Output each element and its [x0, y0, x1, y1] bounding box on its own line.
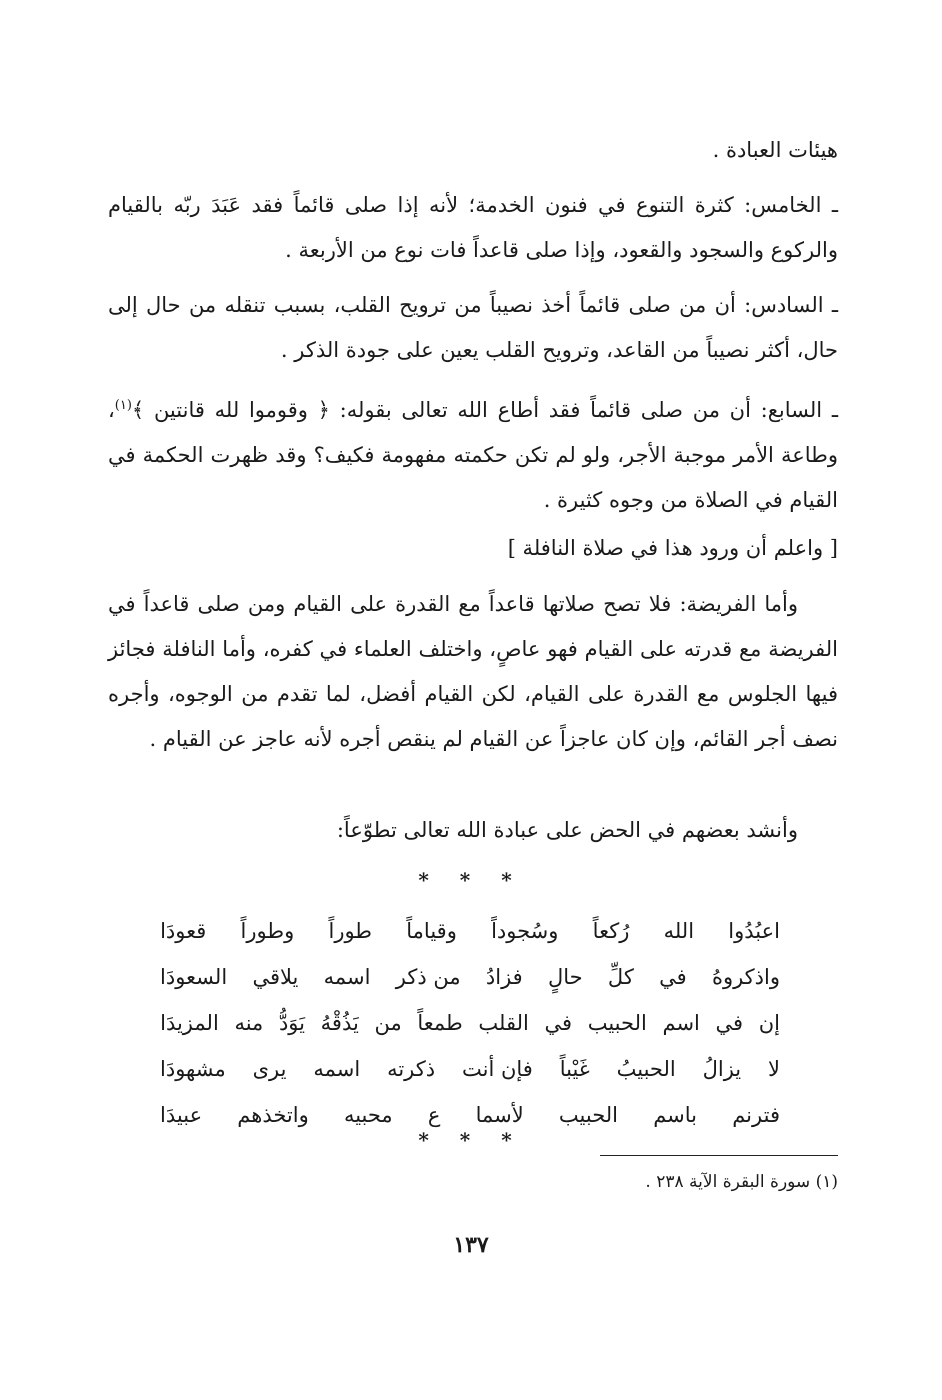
poem-word: ع [427, 1103, 441, 1127]
poem-line [160, 1000, 780, 1046]
poem-word: غَيْباً [559, 1057, 590, 1081]
poem-word: الله [663, 919, 695, 943]
poem-word: المزيدَا [160, 1011, 219, 1035]
poem-word: عبيدَا [160, 1103, 203, 1127]
poem-word: الحبيبُ [616, 1057, 676, 1081]
poem-intro: وأنشد بعضهم في الحض على عبادة الله تعالى تطوّعاً: [336, 818, 798, 842]
poem-word: من ذكر [395, 965, 461, 989]
footnote-rule [600, 1155, 838, 1156]
poem-word: وسُجوداً [491, 919, 559, 943]
paragraph-seventh [108, 383, 838, 523]
footnote: (١) سورة البقرة الآية ٢٣٨ . [645, 1172, 838, 1192]
paragraph-obligatory: وأما الفريضة: فلا تصح صلاتها قاعداً مع القدرة على القيام ومن صلى قاعداً في الفريضة مع قدرته على القيام فهو عاصٍ، واختلف العلماء في كفره، وأما النافلة فجائز فيها الجلوس مع القدرة على القيام، لكن القيام أفضل، لما تقدم من الوجوه، وأجره نصف أجر القائم، وإن كان عاجزاً عن القيام لم ينقص أجره لأنه عاجز عن القيام . [108, 592, 838, 751]
poem-word: الحبيب [558, 1103, 618, 1127]
poem-word: يلاقي [252, 965, 299, 989]
poem-word: مشهودَا [160, 1057, 226, 1081]
poem-line [160, 1046, 780, 1092]
poem-word: وطوراً [240, 919, 295, 943]
poem-word: اسمه [323, 965, 371, 989]
footnote-ref: (١) [114, 398, 132, 413]
poem-word: فزادُ [485, 965, 523, 989]
poem-word: يَذُقْهُ [320, 1011, 359, 1035]
poem-word: فترنم [732, 1103, 780, 1127]
poem-word: لأسما [475, 1103, 524, 1127]
poem-word: منه [234, 1011, 264, 1035]
poem-word: في [659, 965, 687, 989]
poem-word: الحبيب [587, 1011, 647, 1035]
poem-word: في [715, 1011, 744, 1035]
poem-word: رُكعاً [592, 919, 630, 943]
poem-word: السعودَا [160, 965, 228, 989]
poem-word: يَوَدُّ [278, 1011, 305, 1035]
poem-word: لا [768, 1057, 780, 1081]
poem-word: في [544, 1011, 573, 1035]
poem-word: اسم [662, 1011, 700, 1035]
poem-word: إن [758, 1011, 780, 1035]
poem-word: كلِّ [607, 965, 634, 989]
poem [160, 908, 780, 1138]
poem-line [160, 908, 780, 954]
poem-word: طوراً [328, 919, 373, 943]
bracket-note: [ واعلم أن ورود هذا في صلاة النافلة ] [507, 536, 838, 560]
poem-word: محبيه [343, 1103, 393, 1127]
poem-word: يرى [252, 1057, 287, 1081]
poem-word: يزالُ [702, 1057, 742, 1081]
paragraph-continuation: هيئات العبادة . [712, 138, 838, 162]
poem-word: حالٍ [548, 965, 583, 989]
poem-word: وقياماً [406, 919, 457, 943]
paragraph-seventh-part2: ، وطاعة الأمر موجبة الأجر، ولو لم تكن حكمته مفهومة فكيف؟ وقد ظهرت الحكمة في القيام في الصلاة من وجوه كثيرة . [108, 398, 838, 512]
poem-word: طمعاً [417, 1011, 463, 1035]
paragraph-fifth: ـ الخامس: كثرة التنوع في فنون الخدمة؛ لأنه إذا صلى قائماً فقد عَبَدَ ربّه بالقيام والركوع والسجود والقعود، وإذا صلى قاعداً فات نوع من الأربعة . [108, 193, 838, 262]
poem-line [160, 954, 780, 1000]
stars-separator-bottom: * * * [418, 1128, 524, 1152]
paragraph-sixth: ـ السادس: أن من صلى قائماً أخذ نصيباً من ترويح القلب، بسبب تنقله من حال إلى حال، أكثر نصيباً من القاعد، وترويح القلب يعين على جودة الذكر . [108, 293, 838, 362]
poem-word: قعودَا [160, 919, 207, 943]
poem-word: واذكروهُ [711, 965, 780, 989]
poem-word: من [374, 1011, 402, 1035]
poem-word: فإن أنت [461, 1057, 533, 1081]
poem-word: باسم [653, 1103, 698, 1127]
paragraph-seventh-part1: ـ السابع: أن من صلى قائماً فقد أطاع الله تعالى بقوله: ﴿ وقوموا لله قانتين ﴾ [131, 398, 838, 422]
poem-word: ذكرته [387, 1057, 436, 1081]
poem-word: واتخذهم [237, 1103, 309, 1127]
poem-word: اعبُدُوا [728, 919, 780, 943]
page-number: ١٣٧ [453, 1232, 489, 1258]
poem-word: اسمه [313, 1057, 361, 1081]
poem-word: القلب [478, 1011, 529, 1035]
stars-separator-top: * * * [418, 868, 524, 892]
